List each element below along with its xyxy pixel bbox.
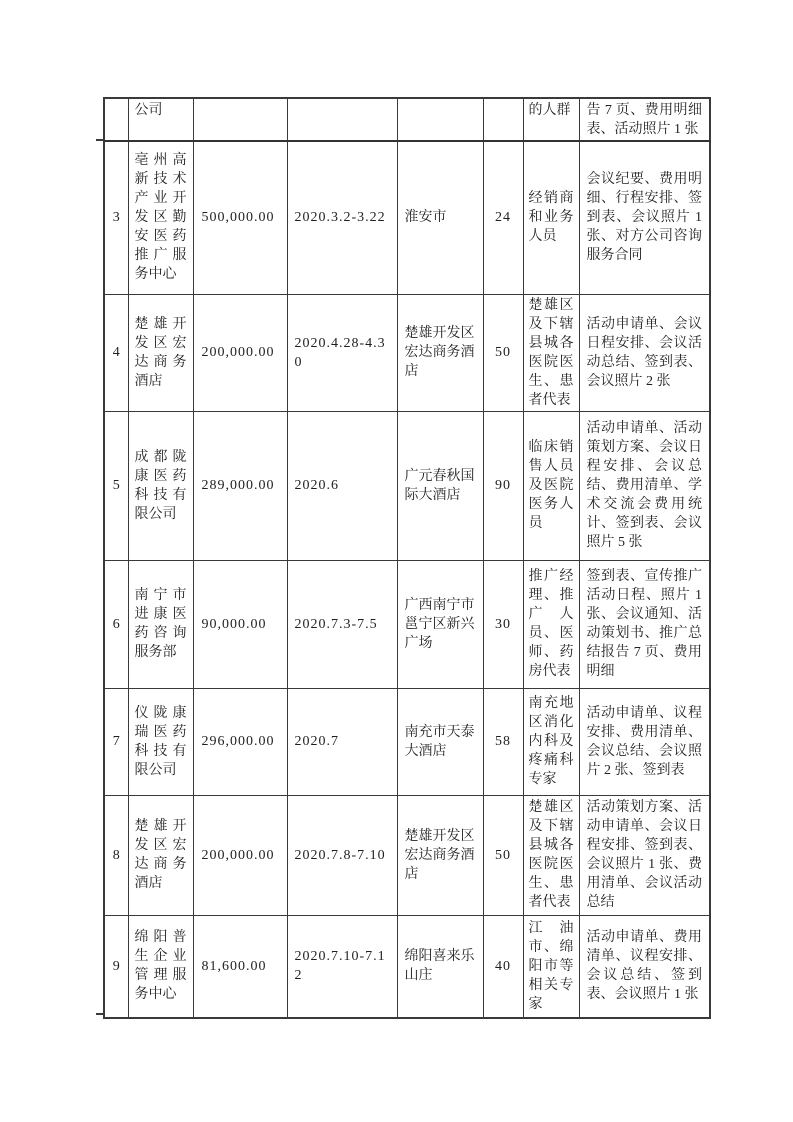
cell-attendee-count: 24	[483, 141, 523, 294]
cell-attendee-count: 90	[483, 411, 523, 560]
cell-audience: 楚雄区及下辖县城各医院医生、患者代表	[523, 294, 579, 411]
cell-date: 2020.7.10-7.12	[287, 915, 397, 1018]
cell-location: 绵阳喜来乐山庄	[397, 915, 483, 1018]
cell-materials: 签到表、宣传推广活动日程、照片 1 张、会议通知、活动策划书、推广总结报告 7 页、费用明细	[579, 560, 710, 688]
cell-num: 9	[104, 915, 128, 1018]
cell-attendee-count: 50	[483, 795, 523, 915]
cell-attendee-count: 30	[483, 560, 523, 688]
table-row	[104, 915, 710, 1018]
cell-num: 3	[104, 141, 128, 294]
table-row-continuation	[104, 98, 710, 141]
cell-materials: 会议纪要、费用明细、行程安排、签到表、会议照片 1 张、对方公司咨询服务合同	[579, 141, 710, 294]
cell-amount: 200,000.00	[193, 294, 287, 411]
cell-location	[397, 98, 483, 141]
cell-attendee-count	[483, 98, 523, 141]
cell-company: 公司	[128, 98, 193, 141]
cell-num: 8	[104, 795, 128, 915]
cell-amount: 81,600.00	[193, 915, 287, 1018]
cell-audience: 楚雄区及下辖县城各医院医生、患者代表	[523, 795, 579, 915]
expense-activities-table	[103, 97, 711, 1019]
cell-date: 2020.7	[287, 688, 397, 795]
cell-audience: 南充地区消化内科及疼痛科专家	[523, 688, 579, 795]
cell-audience: 临床销售人员及医院医务人员	[523, 411, 579, 560]
cell-location: 楚雄开发区宏达商务酒店	[397, 795, 483, 915]
cell-materials: 活动申请单、活动策划方案、会议日程安排、会议总结、费用清单、学术交流会费用统计、签到表、会议照片 5 张	[579, 411, 710, 560]
cell-num	[104, 98, 128, 141]
table-row	[104, 141, 710, 294]
cell-num: 6	[104, 560, 128, 688]
cell-date: 2020.7.8-7.10	[287, 795, 397, 915]
cell-location: 广西南宁市邕宁区新兴广场	[397, 560, 483, 688]
cell-materials: 活动策划方案、活动申请单、会议日程安排、签到表、会议照片 1 张、费用清单、会议活动总结	[579, 795, 710, 915]
cell-company: 成都陇康医药科技有限公司	[128, 411, 193, 560]
cell-company: 仪陇康瑞医药科技有限公司	[128, 688, 193, 795]
cell-location: 南充市天泰大酒店	[397, 688, 483, 795]
cell-audience: 经销商和业务人员	[523, 141, 579, 294]
table-row	[104, 411, 710, 560]
cell-audience: 江油市、绵阳市等相关专家	[523, 915, 579, 1018]
cell-location: 楚雄开发区宏达商务酒店	[397, 294, 483, 411]
cell-materials: 活动申请单、费用清单、议程安排、会议总结、签到表、会议照片 1 张	[579, 915, 710, 1018]
cell-attendee-count: 58	[483, 688, 523, 795]
cell-materials: 活动申请单、会议日程安排、会议活动总结、签到表、会议照片 2 张	[579, 294, 710, 411]
cell-amount: 200,000.00	[193, 795, 287, 915]
cell-company: 绵阳普生企业管理服务中心	[128, 915, 193, 1018]
cell-amount: 296,000.00	[193, 688, 287, 795]
cell-company: 楚雄开发区宏达商务酒店	[128, 294, 193, 411]
cell-location: 淮安市	[397, 141, 483, 294]
cell-date: 2020.7.3-7.5	[287, 560, 397, 688]
cell-materials: 告 7 页、费用明细表、活动照片 1 张	[579, 98, 710, 141]
cell-company: 楚雄开发区宏达商务酒店	[128, 795, 193, 915]
table-row	[104, 688, 710, 795]
cell-num: 7	[104, 688, 128, 795]
table-row	[104, 294, 710, 411]
table-row	[104, 795, 710, 915]
cell-attendee-count: 50	[483, 294, 523, 411]
cell-materials: 活动申请单、议程安排、费用清单、会议总结、会议照片 2 张、签到表	[579, 688, 710, 795]
table-row	[104, 560, 710, 688]
cell-num: 5	[104, 411, 128, 560]
cell-attendee-count: 40	[483, 915, 523, 1018]
cell-num: 4	[104, 294, 128, 411]
cell-company: 亳州高新技术产业开发区勤安医药推广服务中心	[128, 141, 193, 294]
cell-date: 2020.6	[287, 411, 397, 560]
cell-amount: 90,000.00	[193, 560, 287, 688]
cell-amount: 500,000.00	[193, 141, 287, 294]
cell-amount: 289,000.00	[193, 411, 287, 560]
cell-company: 南宁市进康医药咨询服务部	[128, 560, 193, 688]
cell-audience: 的人群	[523, 98, 579, 141]
cell-date: 2020.3.2-3.22	[287, 141, 397, 294]
cell-amount	[193, 98, 287, 141]
cell-date: 2020.4.28-4.30	[287, 294, 397, 411]
cell-date	[287, 98, 397, 141]
cell-audience: 推广经理、推广人员、医师、药房代表	[523, 560, 579, 688]
cell-location: 广元春秋国际大酒店	[397, 411, 483, 560]
